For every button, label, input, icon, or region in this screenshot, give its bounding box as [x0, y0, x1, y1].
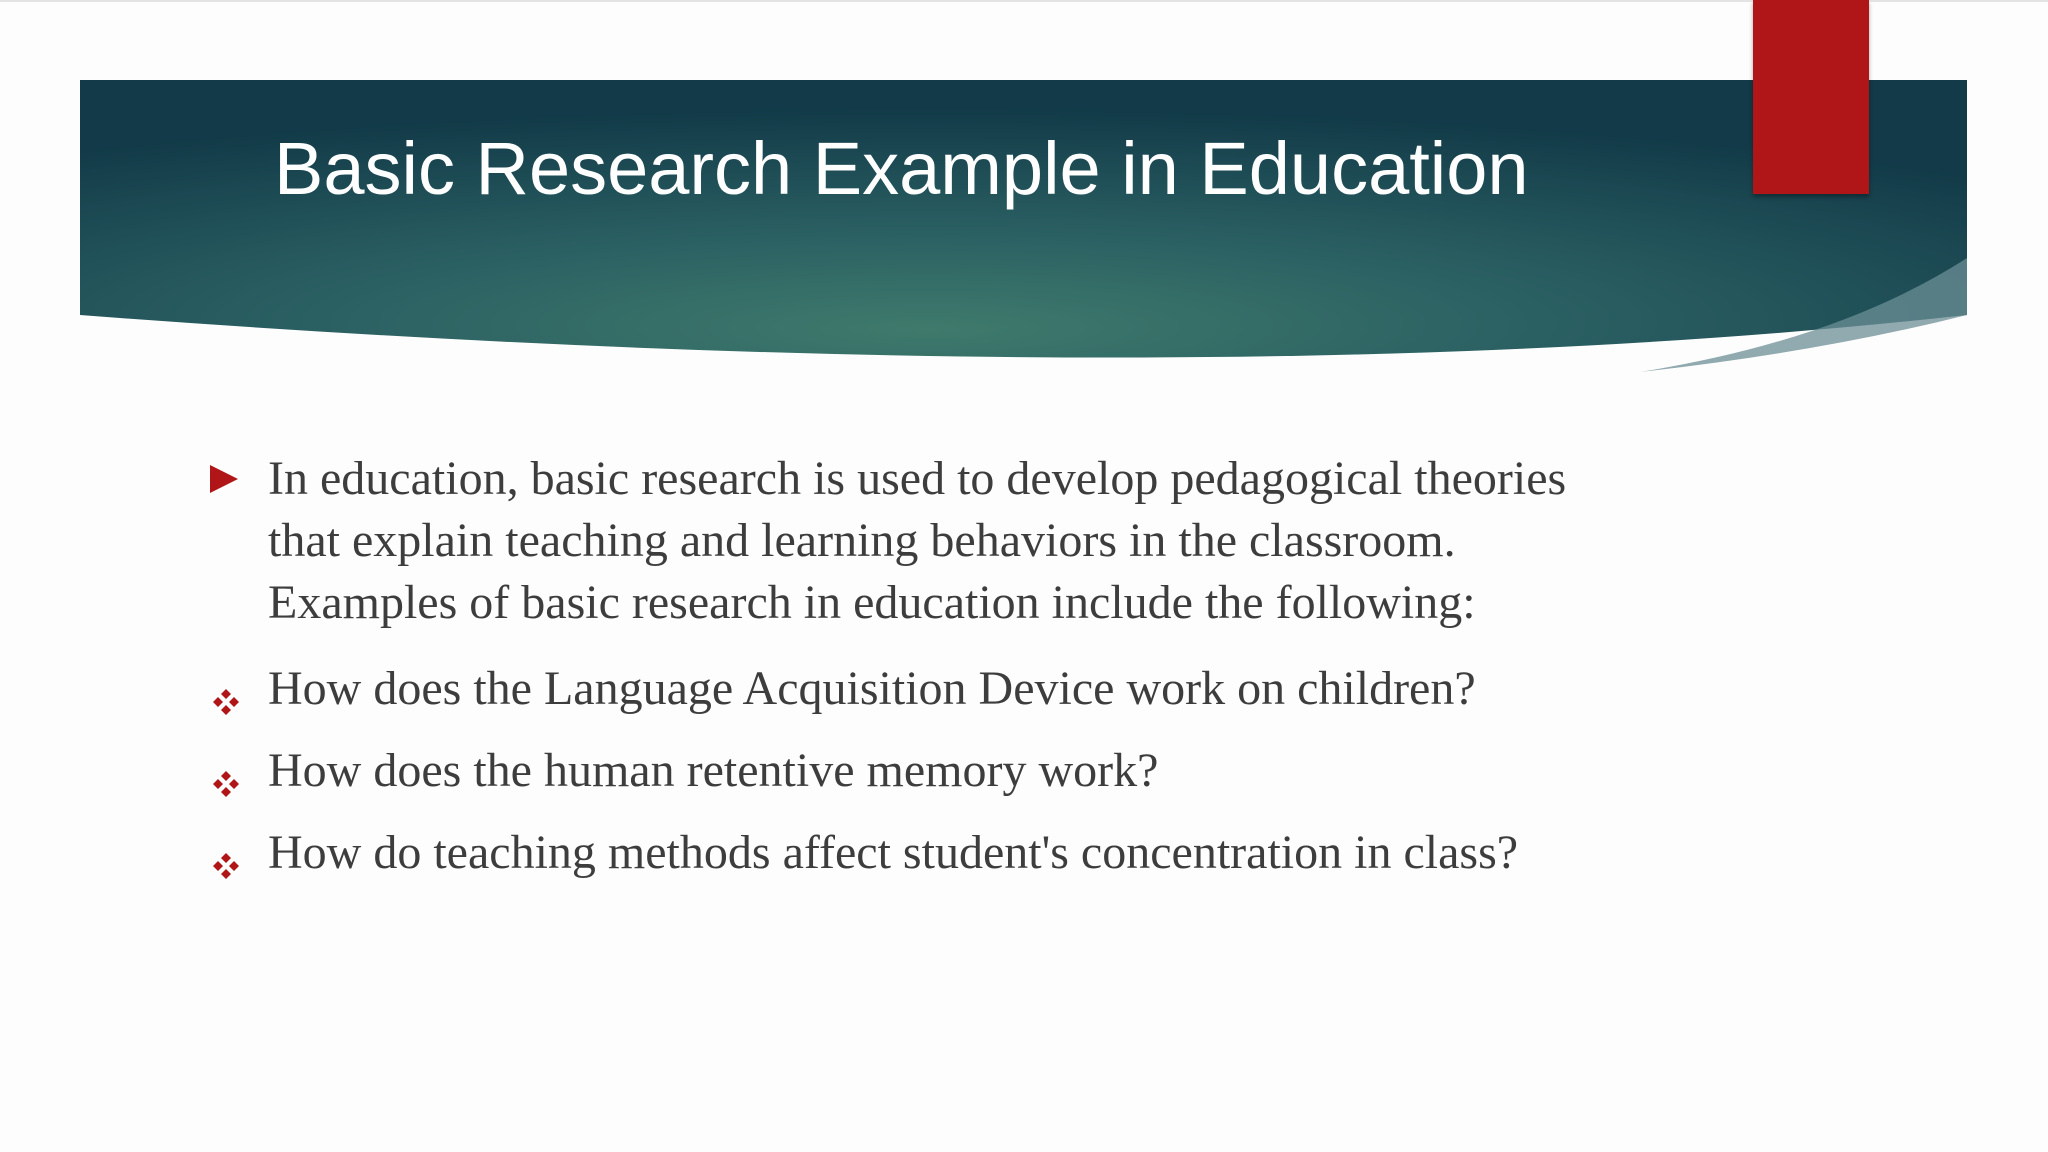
question-text: How does the human retentive memory work? [268, 744, 1159, 797]
slide-title: Basic Research Example in Education [274, 127, 1529, 210]
four-diamond-bullet-icon [210, 768, 242, 800]
red-accent-tab [1753, 0, 1869, 194]
question-bullet [210, 826, 1770, 880]
slide-body [210, 448, 1770, 880]
four-diamond-bullet-icon [210, 686, 242, 718]
intro-line: that explain teaching and learning behaviors in the classroom. [268, 514, 1456, 567]
question-text: How does the Language Acquisition Device work on children? [268, 662, 1476, 715]
question-bullet [210, 744, 1770, 798]
banner-shape [80, 80, 1967, 358]
question-text: How do teaching methods affect student's concentration in class? [268, 826, 1519, 879]
triangle-bullet-icon [210, 465, 238, 493]
intro-line: Examples of basic research in education include the following: [268, 576, 1476, 629]
question-bullet [210, 662, 1770, 716]
intro-bullet [210, 448, 1770, 634]
four-diamond-bullet-icon [210, 850, 242, 882]
intro-line: In education, basic research is used to develop pedagogical theories [268, 452, 1567, 505]
